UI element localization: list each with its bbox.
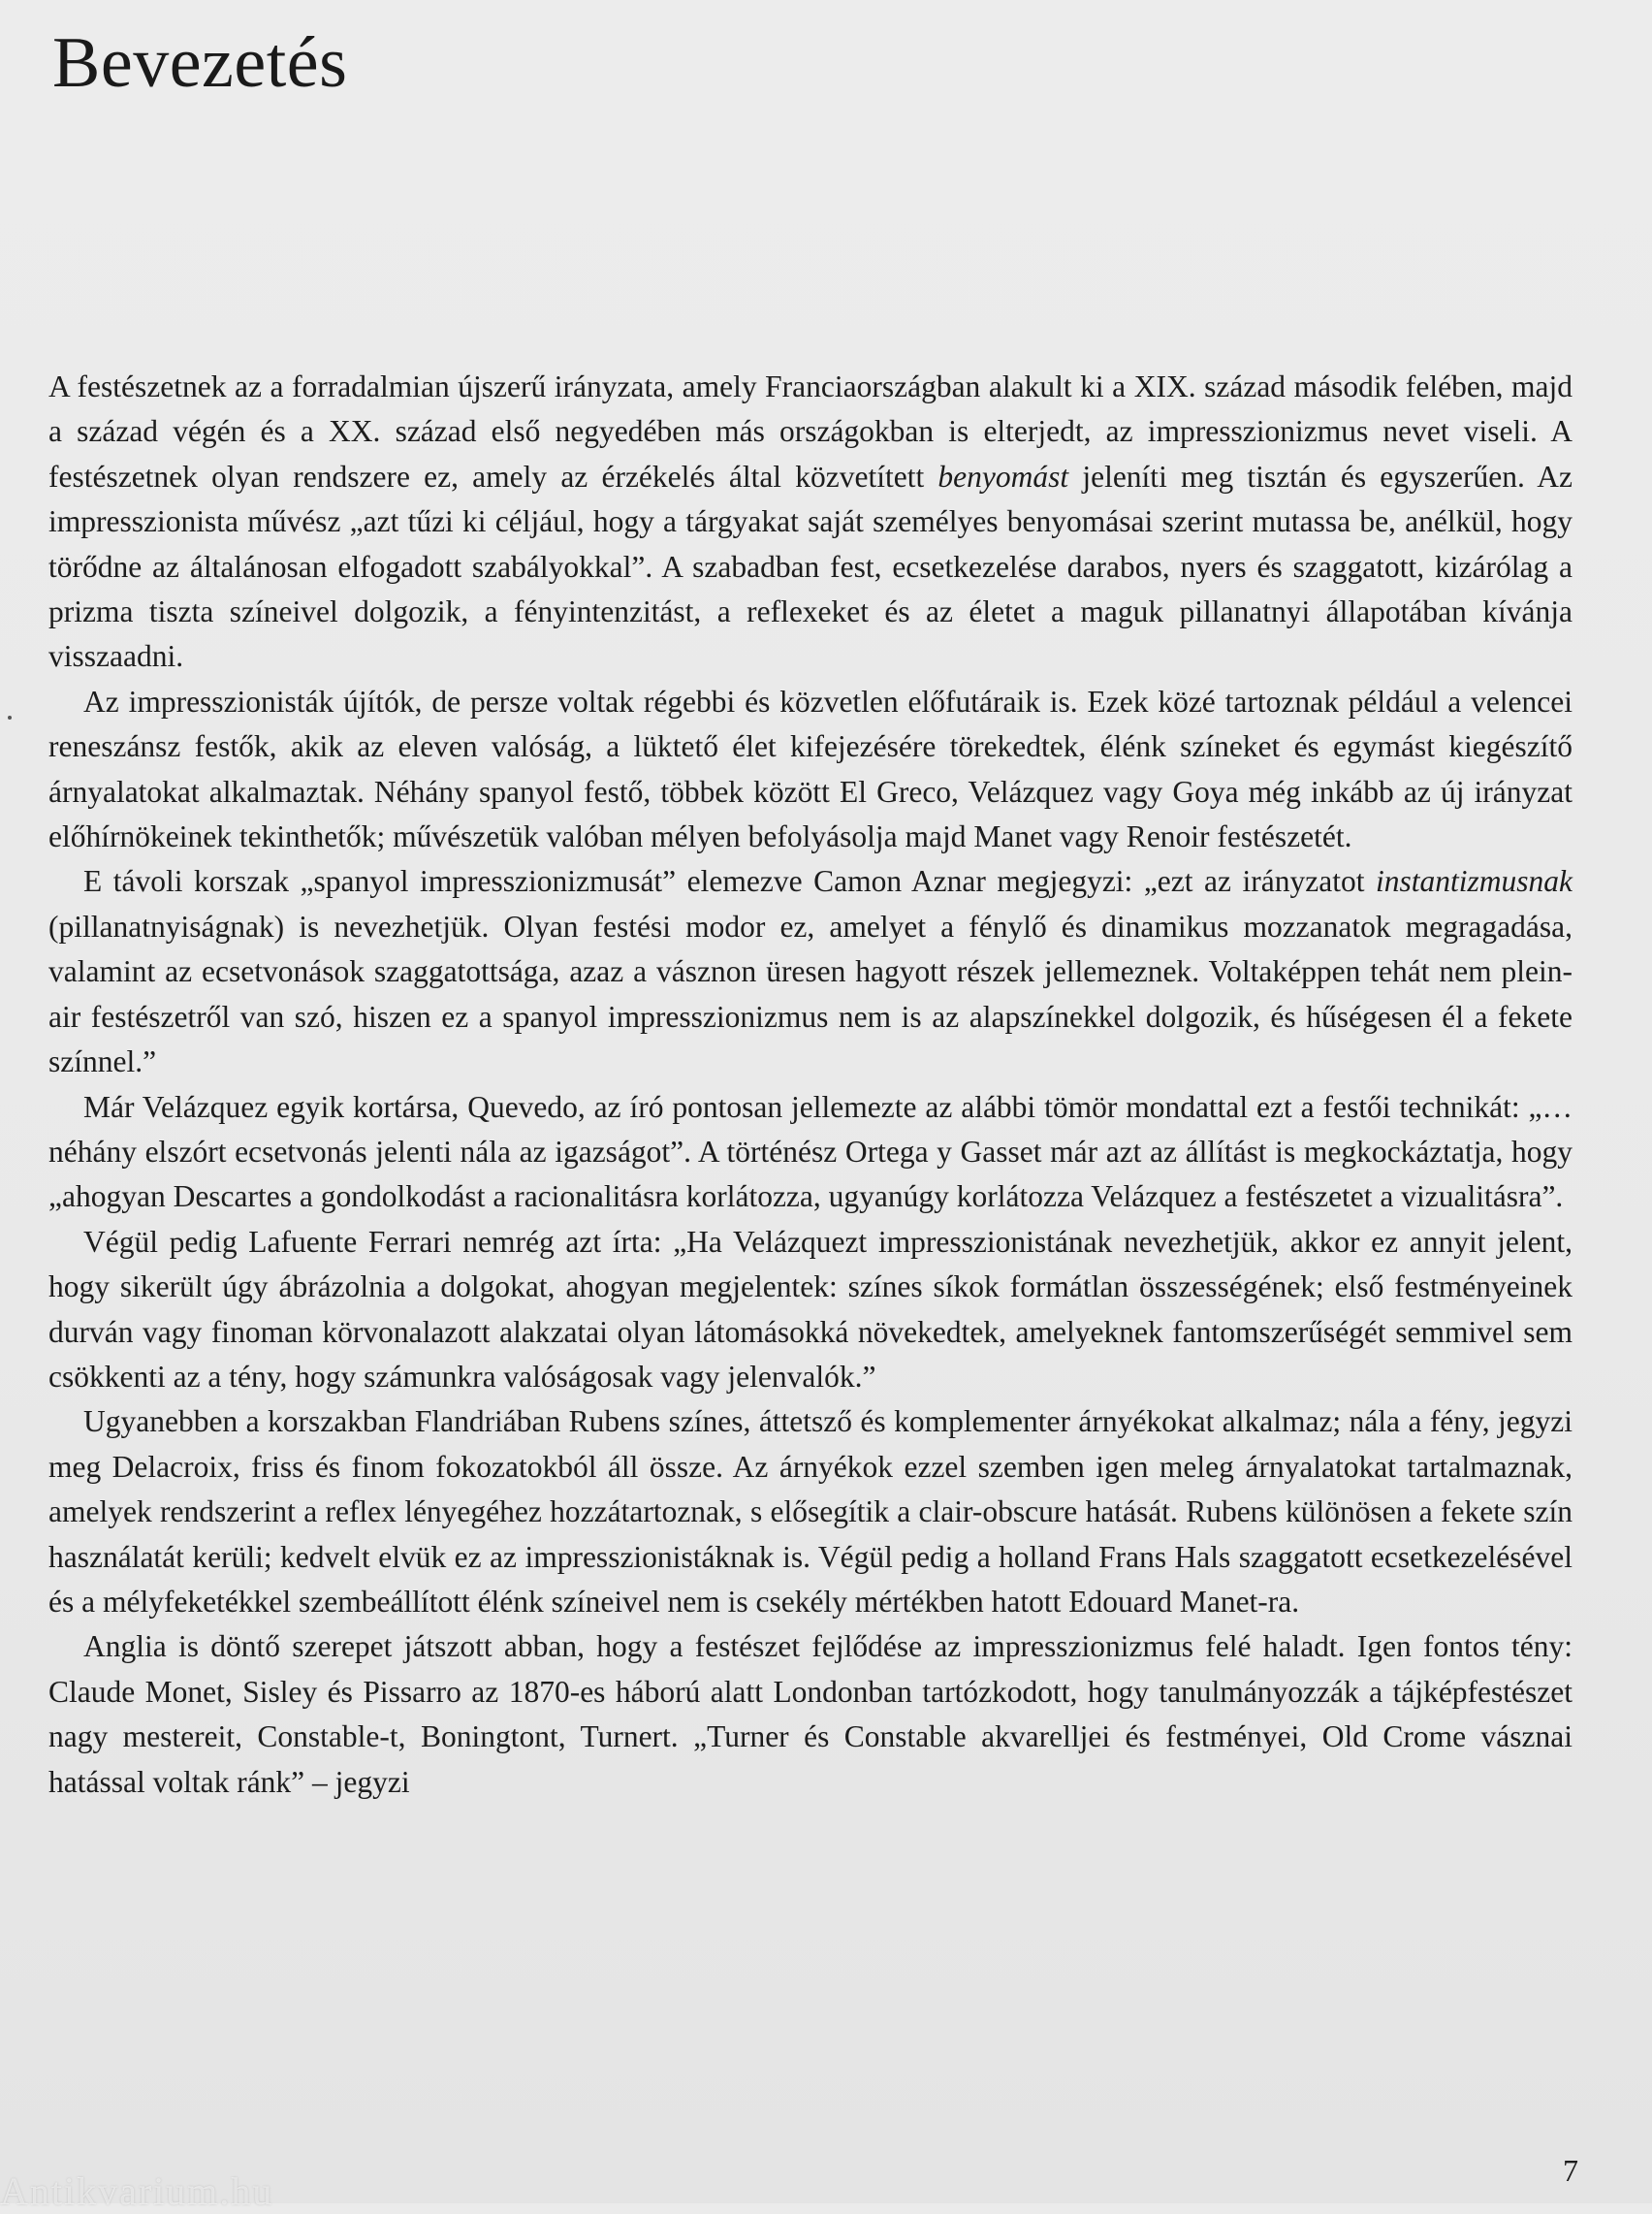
watermark: Antikvarium.hu — [0, 2169, 274, 2213]
paragraph-3-emphasis: instantizmusnak — [1376, 864, 1573, 899]
paragraph-3-text-b: (pillanatnyiságnak) is nevezhetjük. Olyan festési modor ez, amelyet a fénylő és dinamikus mozzanatok megragadása, valamint az ecsetvonások szaggatottsága, azaz a vásznon üresen hagyott részek jellemeznek. Voltaképpen tehát nem plein-air festészetről van szó, hiszen ez a spanyol impresszionizmus nem is az alapszínekkel dolgozik, és hűségesen él a fekete színnel.” — [48, 909, 1573, 1079]
page-title: Bevezetés — [52, 23, 348, 103]
paragraph-2: Az impresszionisták újítók, de persze voltak régebbi és közvetlen előfutáraik is. Ezek közé tartoznak például a velencei reneszánsz festők, akik az eleven valóság, a lüktető élet kifejezésére törekedtek, élénk színeket és egymást kiegészítő árnyalatokat alkalmaztak. Néhány spanyol festő, többek között El Greco, Velázquez vagy Goya még inkább az új irányzat előhírnökeinek tekinthetők; művészetük valóban mélyen befolyásolja majd Manet vagy Renoir festészetét. — [48, 684, 1573, 854]
paragraph-4: Már Velázquez egyik kortársa, Quevedo, az író pontosan jellemezte az alábbi tömör mondattal ezt a festői technikát: „…néhány elszórt ecsetvonás jelenti nála az igazságot”. A történész Ortega y Gasset már azt az állítást is megkockáztatja, hogy „ahogyan Descartes a gondolkodást a racionalitásra korlátozza, ugyanúgy korlátozza Velázquez a festészetet a vizualitásra”. — [48, 1089, 1573, 1214]
paragraph-5: Végül pedig Lafuente Ferrari nemrég azt írta: „Ha Velázquezt impresszionistának nevezhetjük, akkor ez annyit jelent, hogy sikerült úgy ábrázolnia a dolgokat, ahogyan megjelentek: színes síkok formátlan összességének; első festményeinek durván vagy finoman körvonalazott alakzatai olyan látomásokká növekedtek, amelyeknek fantomszerűségét semmivel sem csökkenti az a tény, hogy számunkra valóságosak vagy jelenvalók.” — [48, 1224, 1573, 1394]
body-text — [48, 365, 1573, 1805]
page-number: 7 — [1563, 2153, 1578, 2188]
paragraph-1-emphasis: benyomást — [937, 459, 1069, 494]
paragraph-1-text-a: A festészetnek az a forradalmian újszerű irányzata, amely Franciaországban alakult ki a XIX. század második felében, majd a század végén és a XX. század első negyedében más országokban is elterjedt, az impresszionizmus nevet viseli. A festészetnek olyan rendszere ez, amely az érzékelés által közvetített — [48, 369, 1573, 494]
paragraph-7: Anglia is döntő szerepet játszott abban, hogy a festészet fejlődése az impresszionizmus felé haladt. Igen fontos tény: Claude Monet, Sisley és Pissarro az 1870-es háború alatt Londonban tartózkodott, hogy tanulmányozzák a tájképfestészet nagy mestereit, Constable-t, Boningtont, Turnert. „Turner és Constable akvarelljei és festményei, Old Crome vásznai hatással voltak ránk” – jegyzi — [48, 1629, 1573, 1799]
paragraph-3 — [48, 859, 1573, 1084]
paragraph-3-text-a: E távoli korszak „spanyol impresszionizmusát” elemezve Camon Aznar megjegyzi: „ezt az irányzatot — [83, 864, 1365, 899]
paragraph-6: Ugyanebben a korszakban Flandriában Rubens színes, áttetsző és komplementer árnyékokat alkalmaz; nála a fény, jegyzi meg Delacroix, friss és finom fokozatokból áll össze. Az árnyékok ezzel szemben igen meleg árnyalatokat tartalmaznak, amelyek rendszerint a reflex lényegéhez hozzátartoznak, s elősegítik a clair-obscure hatását. Rubens különösen a fekete szín használatát kerüli; kedvelt elvük ez az impresszionistáknak is. Végül pedig a holland Frans Hals szaggatott ecsetkezelésével és a mélyfeketékkel szembeállított élénk színeivel nem is csekély mértékben hatott Edouard Manet-ra. — [48, 1404, 1573, 1619]
paragraph-1 — [48, 365, 1573, 680]
margin-mark — [8, 716, 12, 720]
paragraph-1-text-b: jeleníti meg tisztán és egyszerűen. Az impresszionista művész „azt tűzi ki céljául, hogy a tárgyakat saját személyes benyomásai szerint mutassa be, anélkül, hogy törődne az általánosan elfogadott szabályokkal”. A szabadban fest, ecsetkezelése darabos, nyers és szaggatott, kizárólag a prizma tiszta színeivel dolgozik, a fényintenzitást, a reflexeket és az életet a maguk pillanatnyi állapotában kívánja visszaadni. — [48, 459, 1573, 674]
